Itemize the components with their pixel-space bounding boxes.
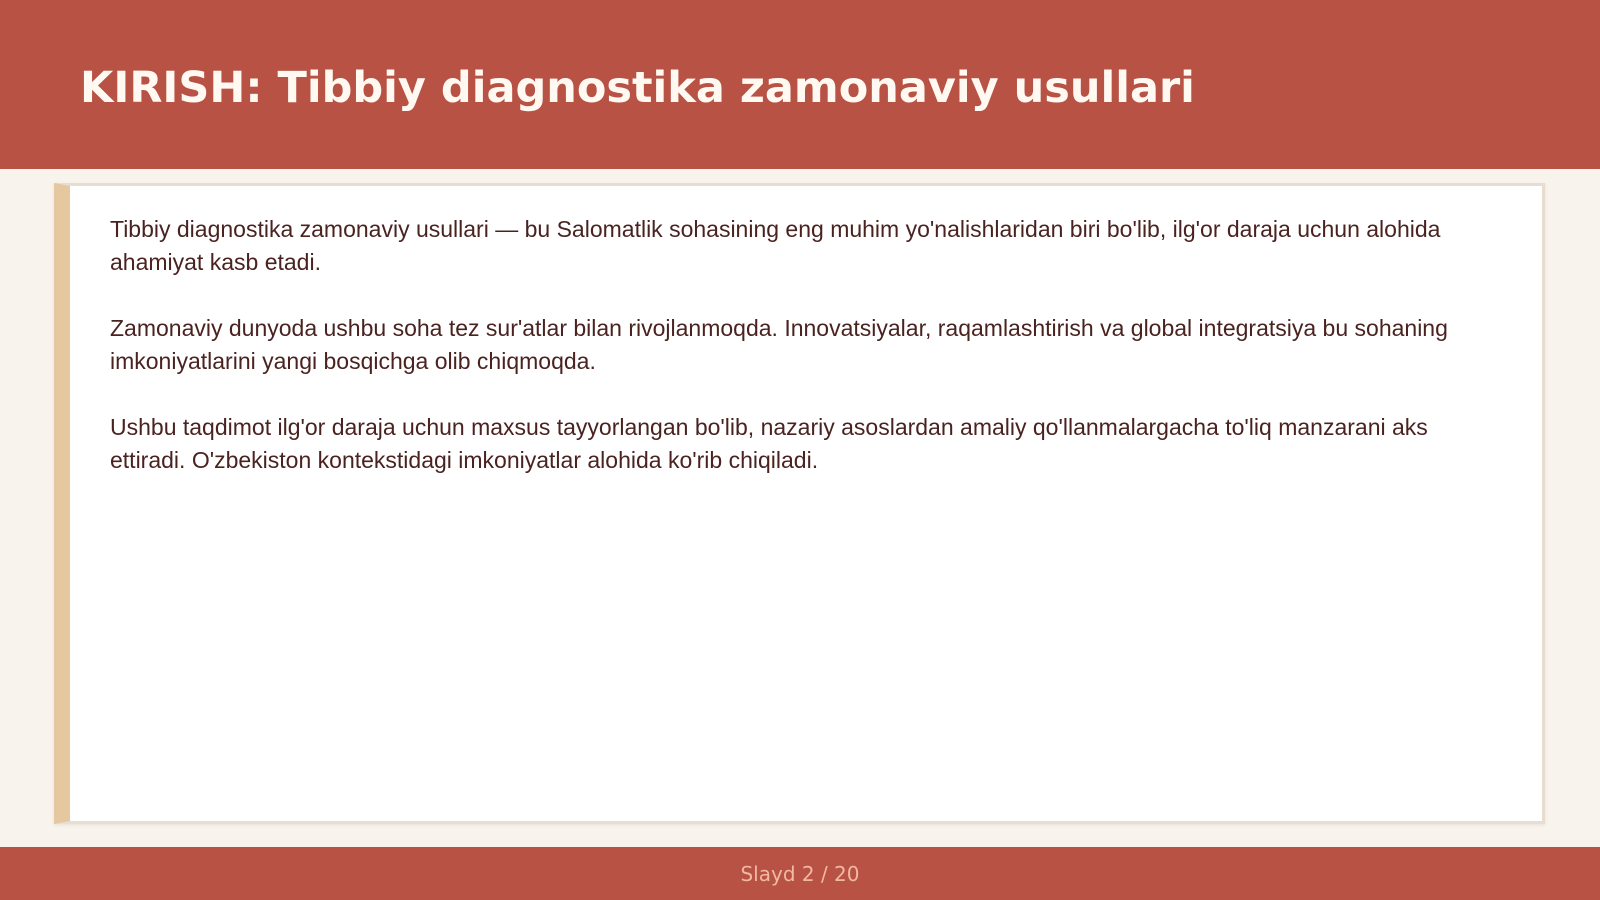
- intro-paragraph-1: Tibbiy diagnostika zamonaviy usullari — bu Salomatlik sohasining eng muhim yo'nalishlaridan biri bo'lib, ilg'or daraja uchun alohida ahamiyat kasb etadi.: [110, 216, 1441, 275]
- intro-paragraph-3: Ushbu taqdimot ilg'or daraja uchun maxsus tayyorlangan bo'lib, nazariy asoslardan amaliy qo'llanmalargacha to'liq manzarani aks ettiradi. O'zbekiston kontekstidagi imkoniyatlar alohida ko'rib chiqiladi.: [110, 414, 1428, 473]
- slide-footer: [0, 847, 1600, 900]
- content-body: [110, 213, 1500, 510]
- intro-paragraph-2: Zamonaviy dunyoda ushbu soha tez sur'atlar bilan rivojlanmoqda. Innovatsiyalar, raqamlashtirish va global integratsiya bu sohaning imkoniyatlarini yangi bosqichga olib chiqmoqda.: [110, 315, 1448, 374]
- slide-header: [0, 0, 1600, 169]
- slide-counter: Slayd 2 / 20: [740, 862, 860, 886]
- content-card: [54, 183, 1545, 824]
- slide-title: KIRISH: Tibbiy diagnostika zamonaviy usullari: [80, 63, 1195, 113]
